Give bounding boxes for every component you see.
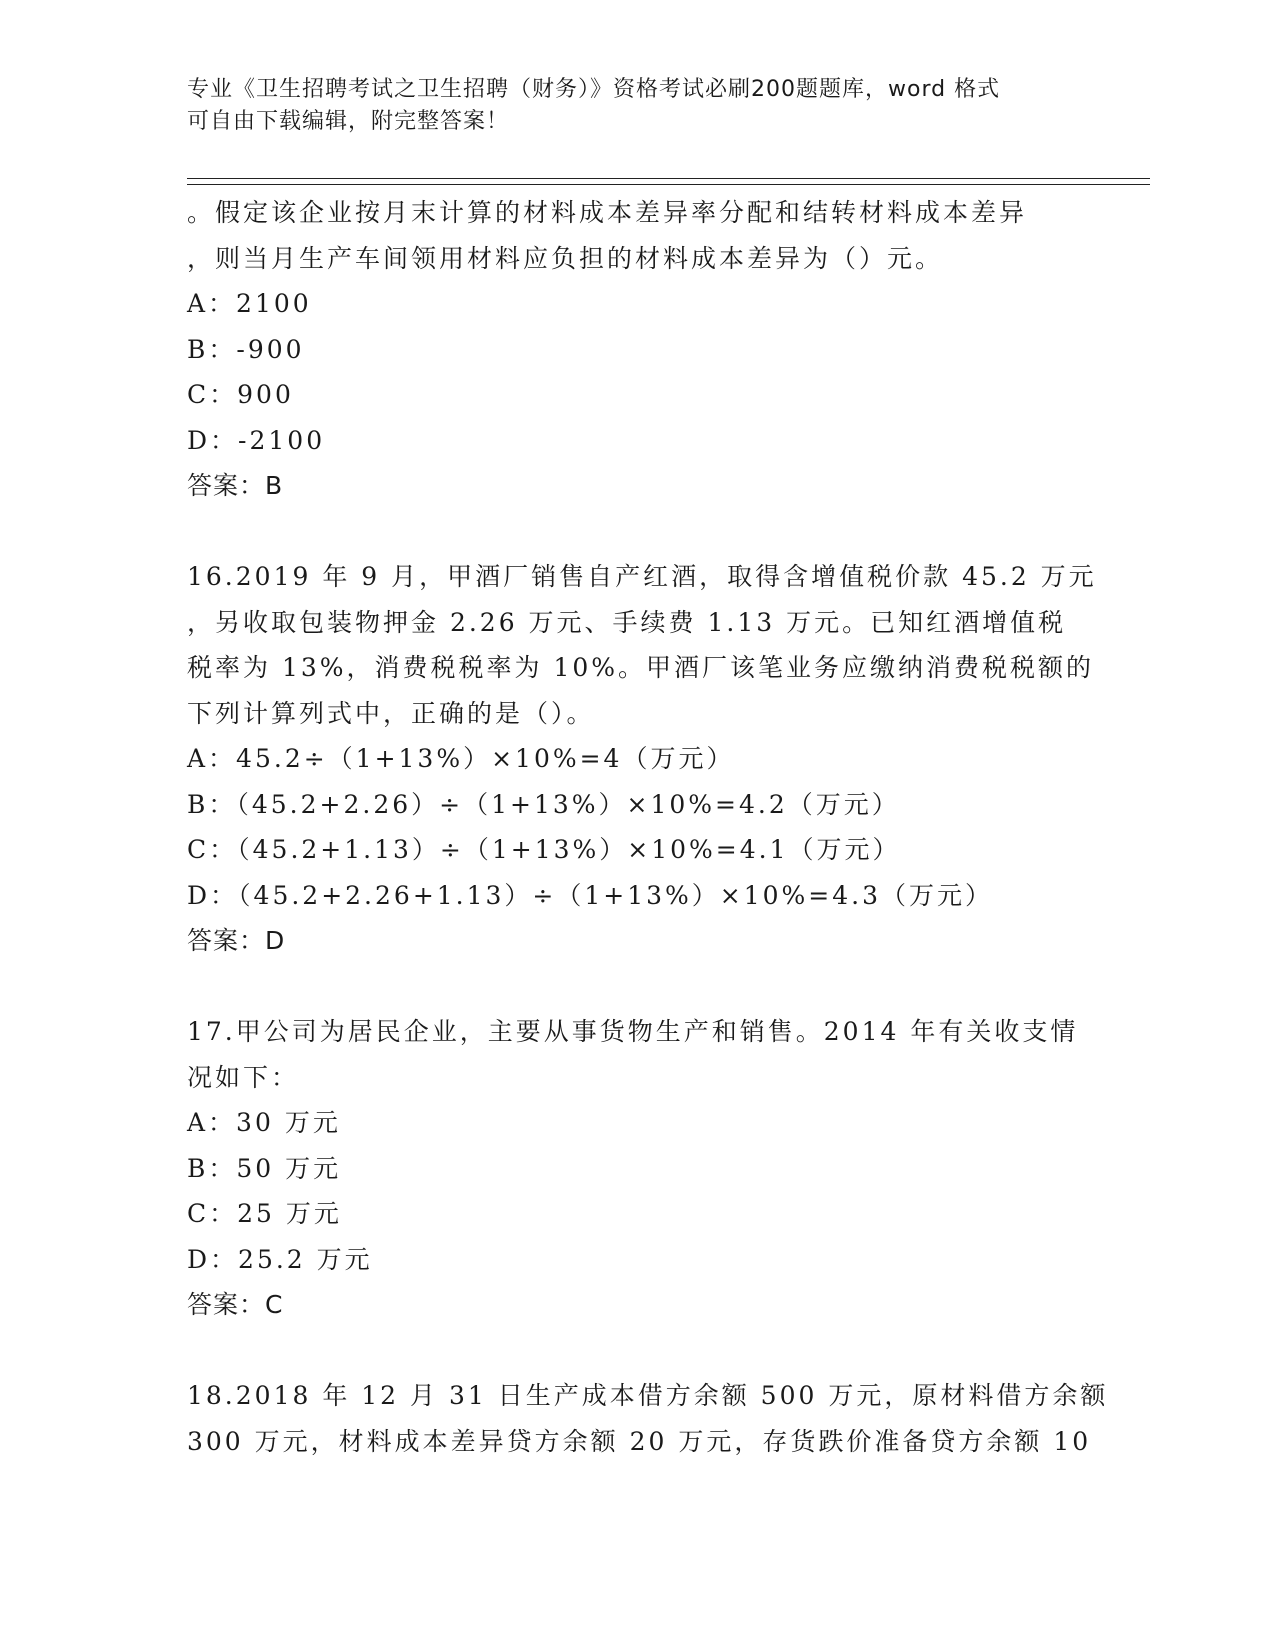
option-a: A：30 万元 (187, 1108, 341, 1137)
block-spacer (187, 509, 1187, 555)
question-text-line: ，另收取包装物押金 2.26 万元、手续费 1.13 万元。已知红酒增值税 (187, 607, 1067, 637)
question-block (187, 1009, 1187, 1328)
option-b: B：50 万元 (187, 1153, 342, 1183)
option-c: C：25 万元 (187, 1199, 342, 1228)
header-rule-top (187, 178, 1150, 179)
option-a: A：45.2÷（1+13%）×10%=4（万元） (187, 744, 735, 773)
question-text-line: 况如下： (187, 1062, 300, 1092)
option-d: D：（45.2+2.26+1.13）÷（1+13%）×10%=4.3（万元） (187, 880, 994, 910)
question-block (187, 554, 1187, 964)
option-b: B：（45.2+2.26）÷（1+13%）×10%=4.2（万元） (187, 789, 900, 819)
option-a: A：2100 (187, 289, 312, 318)
question-text-line: ，则当月生产车间领用材料应负担的材料成本差异为（）元。 (187, 243, 944, 273)
question-text-line: 。假定该企业按月末计算的材料成本差异率分配和结转材料成本差异 (187, 198, 1028, 227)
question-block (187, 1373, 1187, 1464)
block-spacer (187, 1328, 1187, 1374)
option-c: C：（45.2+1.13）÷（1+13%）×10%=4.1（万元） (187, 835, 901, 864)
answer: 答案：B (187, 471, 284, 500)
answer: 答案：D (187, 926, 286, 955)
header-rule-bottom (187, 184, 1150, 185)
question-text-line: 税率为 13%，消费税税率为 10%。甲酒厂该笔业务应缴纳消费税税额的 (187, 653, 1095, 682)
document-body (187, 190, 1187, 1464)
option-d: D：-2100 (187, 425, 326, 455)
header-line-2: 可自由下载编辑，附完整答案！ (187, 109, 510, 134)
question-block (187, 190, 1187, 509)
page-header (187, 74, 1087, 138)
question-text-line: 17.甲公司为居民企业，主要从事货物生产和销售。2014 年有关收支情 (187, 1017, 1079, 1046)
option-d: D：25.2 万元 (187, 1244, 373, 1274)
question-text-line: 18.2018 年 12 月 31 日生产成本借方余额 500 万元，原材料借方余额 (187, 1381, 1109, 1410)
option-b: B：-900 (187, 334, 305, 364)
question-text-line: 300 万元，材料成本差异贷方余额 20 万元，存货跌价准备贷方余额 10 (187, 1426, 1092, 1456)
option-c: C：900 (187, 380, 294, 409)
question-text-line: 下列计算列式中，正确的是（）。 (187, 698, 595, 728)
answer: 答案：C (187, 1290, 284, 1319)
question-text-line: 16.2019 年 9 月，甲酒厂销售自产红酒，取得含增值税价款 45.2 万元 (187, 562, 1097, 591)
block-spacer (187, 964, 1187, 1010)
header-line-1: 专业《卫生招聘考试之卫生招聘（财务）》资格考试必刷200题题库，word 格式 (187, 77, 1001, 102)
